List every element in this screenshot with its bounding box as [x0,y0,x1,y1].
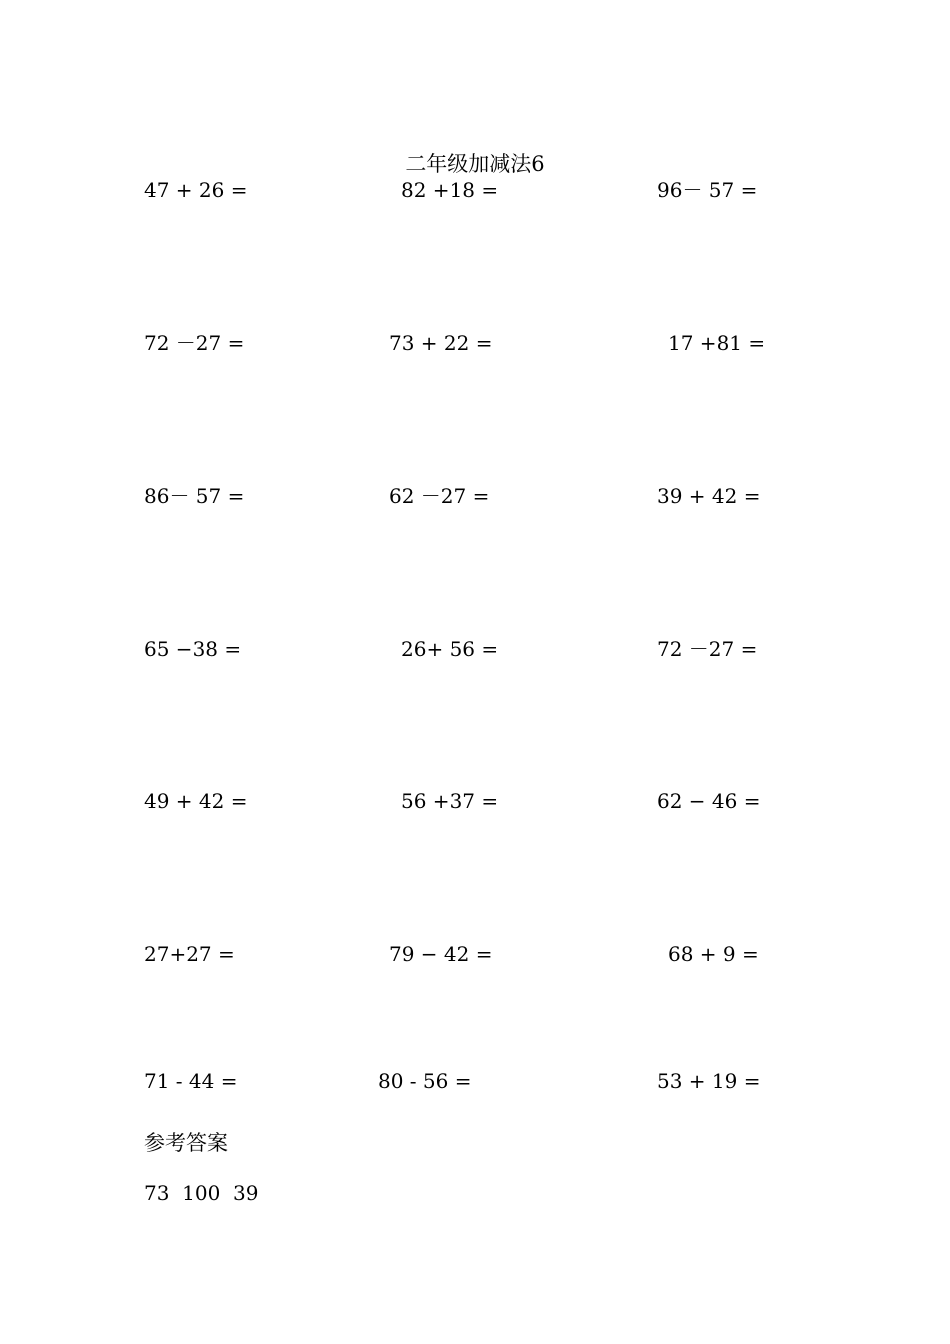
problem-11: 26+ 56 = [401,637,499,661]
problem-5: 73 + 22 = [389,331,493,355]
problem-13: 49 + 42 = [144,789,248,813]
problem-12: 72 －27 = [657,637,758,661]
problem-4: 72 －27 = [144,331,245,355]
problem-18: 68 + 9 = [668,942,759,966]
problem-3: 96－ 57 = [657,178,758,202]
problem-9: 39 + 42 = [657,484,761,508]
problem-21: 53 + 19 = [657,1069,761,1093]
answers-heading: 参考答案 [144,1131,228,1155]
problem-16: 27+27 = [144,942,235,966]
problem-15: 62 − 46 = [657,789,761,813]
problem-2: 82 +18 = [401,178,499,202]
problem-20: 80 - 56 = [378,1069,472,1093]
problem-17: 79 − 42 = [389,942,493,966]
problem-10: 65 −38 = [144,637,242,661]
worksheet-title: 二年级加减法6 [405,152,545,176]
problem-1: 47 + 26 = [144,178,248,202]
problem-6: 17 +81 = [668,331,766,355]
problem-7: 86－ 57 = [144,484,245,508]
problem-14: 56 +37 = [401,789,499,813]
problem-8: 62 －27 = [389,484,490,508]
problem-19: 71 - 44 = [144,1069,238,1093]
answers-line: 73 100 39 [144,1181,259,1205]
